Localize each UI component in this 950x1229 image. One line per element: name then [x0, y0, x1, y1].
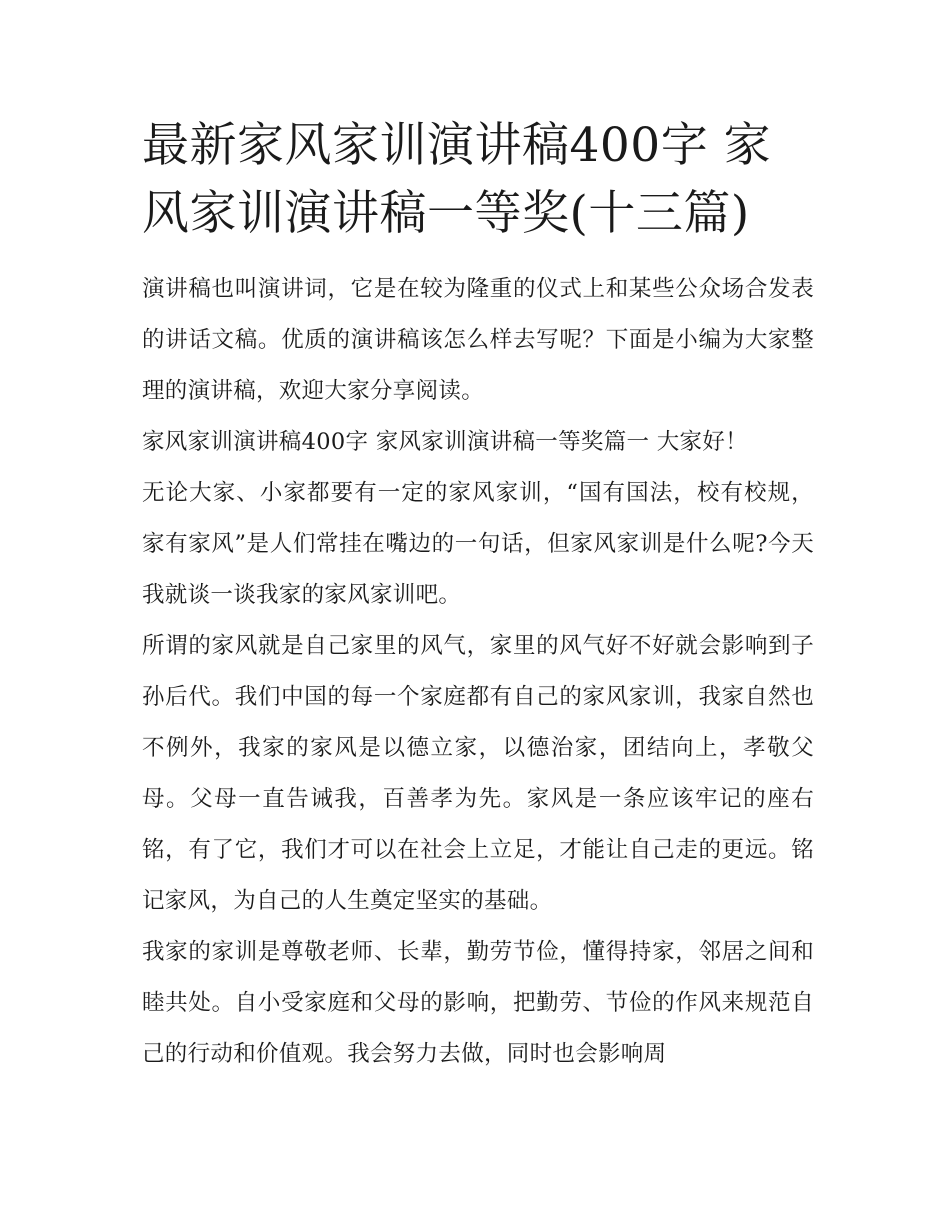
paragraph-body-3: 我家的家训是尊敬老师、长辈，勤劳节俭，懂得持家，邻居之间和睦共处。自小受家庭和父母的影响，把勤劳、节俭的作风来规范自己的行动和价值观。我会努力去做，同时也会影响周	[142, 939, 814, 1067]
paragraph-greeting: 家风家训演讲稿400字 家风家训演讲稿一等奖篇一 大家好！	[142, 429, 748, 455]
document-page	[142, 112, 814, 1080]
paragraph-intro: 演讲稿也叫演讲词，它是在较为隆重的仪式上和某些公众场合发表的讲话文稿。优质的演讲稿该怎么样去写呢？下面是小编为大家整理的演讲稿，欢迎大家分享阅读。	[142, 276, 814, 404]
paragraph-body-1: 无论大家、小家都要有一定的家风家训，“国有国法，校有校规，家有家风”是人们常挂在嘴边的一句话，但家风家训是什么呢?今天我就谈一谈我家的家风家训吧。	[142, 480, 814, 608]
document-title: 最新家风家训演讲稿400字 家风家训演讲稿一等奖(十三篇)	[142, 118, 772, 241]
paragraph-body-2: 所谓的家风就是自己家里的风气，家里的风气好不好就会影响到子孙后代。我们中国的每一个家庭都有自己的家风家训，我家自然也不例外，我家的家风是以德立家，以德治家，团结向上，孝敬父母。父母一直告诫我，百善孝为先。家风是一条应该牢记的座右铭，有了它，我们才可以在社会上立足，才能让自己走的更远。铭记家风，为自己的人生奠定坚实的基础。	[142, 633, 814, 914]
